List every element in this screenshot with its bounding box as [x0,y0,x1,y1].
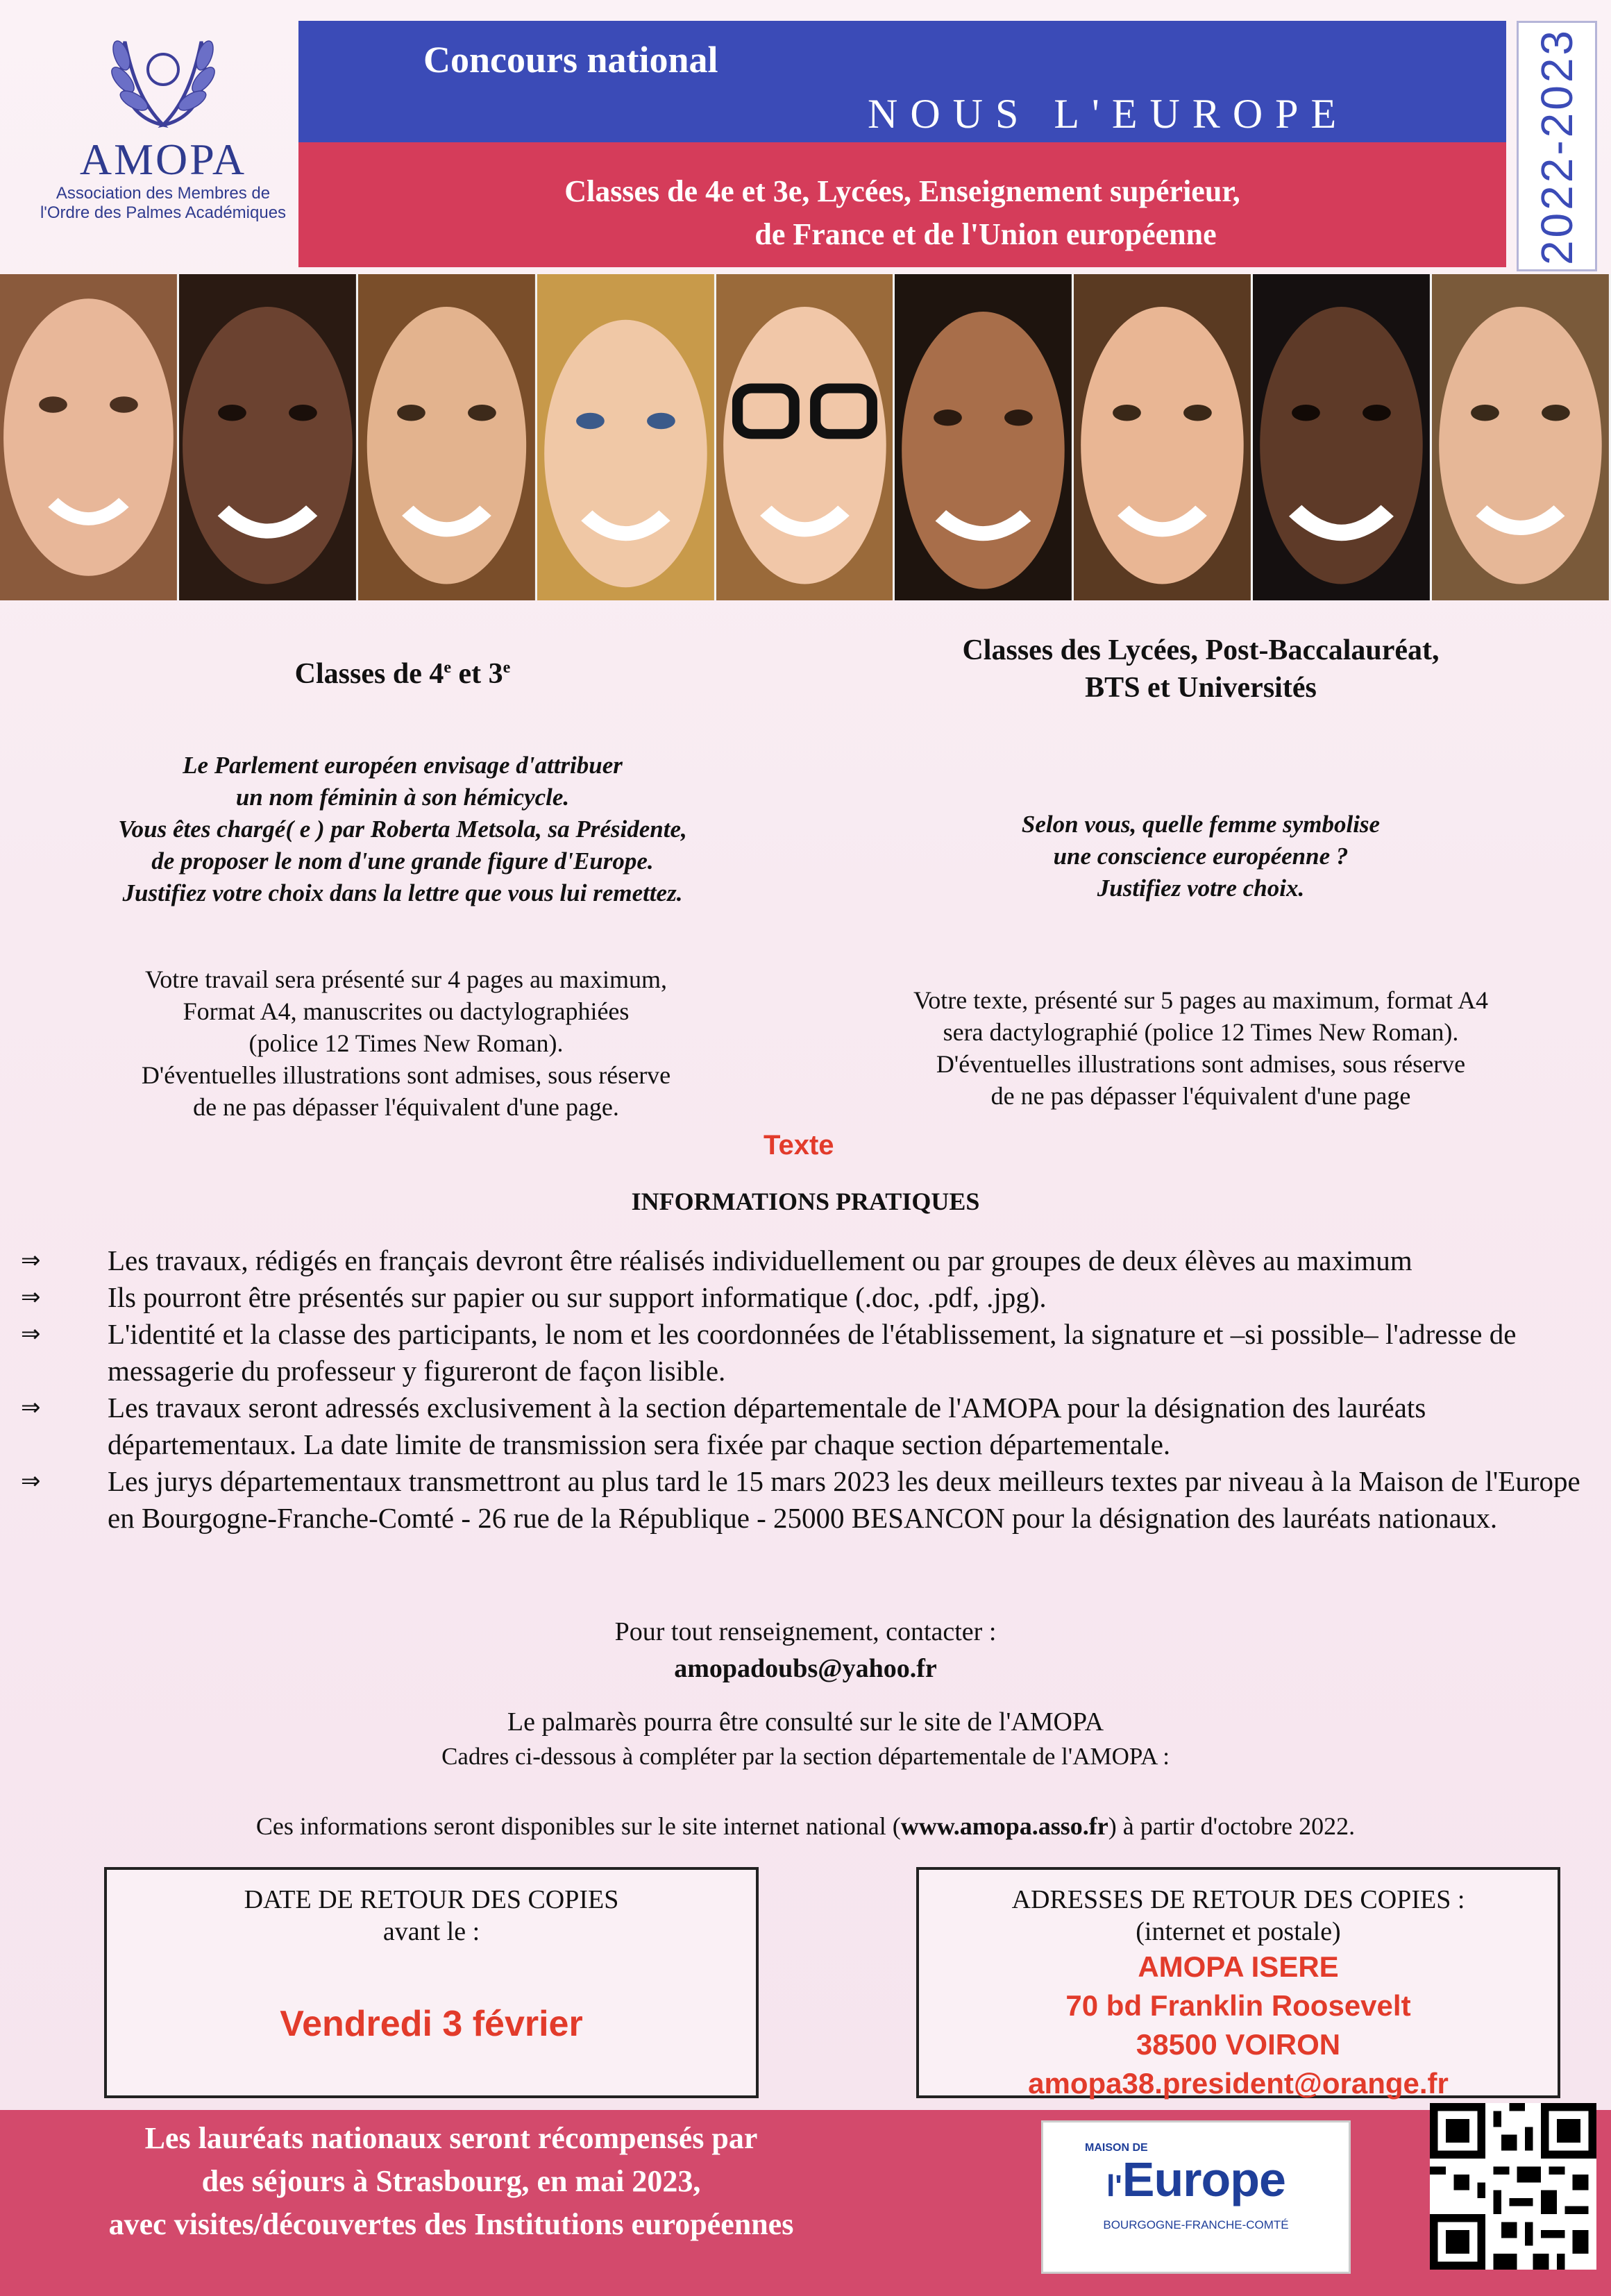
classes-subtitle-line-2: de France et de l'Union européenne [754,217,1217,251]
list-item-text: Les travaux seront adressés exclusivement à la section départementale de l'AMOPA pour la désignation des lauréats départementaux. La date limite de transmission sera fixée par chaque section départementale. [108,1392,1426,1460]
face-photo [1074,274,1253,600]
return-date-label: DATE DE RETOUR DES COPIES [244,1885,619,1914]
site-link[interactable]: www.amopa.asso.fr [900,1812,1108,1840]
list-item-text: Les travaux, rédigés en français devront être réalisés individuellement ou par groupes de deux élèves au maximum [108,1244,1412,1276]
logo-subtitle-2: l'Ordre des Palmes Académiques [40,203,287,222]
address-line: 70 bd Franklin Roosevelt [1065,1989,1411,2022]
left-heading-part-a: Classes de 4 [294,658,444,690]
mde-top-label: MAISON DE [1085,2142,1148,2154]
concours-title: Concours national [423,39,718,81]
arrow-right-double-icon: ⇒ [21,1394,41,1421]
faces-photo-strip [0,274,1611,600]
texte-label: Texte [764,1130,834,1160]
right-subject-line: Selon vous, quelle femme symbolise [1021,811,1381,838]
right-column-heading [833,632,1569,707]
face-photo [895,274,1074,600]
info-title: INFORMATIONS PRATIQUES [631,1188,980,1215]
list-item [21,1316,1589,1390]
right-subject-line: une conscience européenne ? [1053,843,1349,870]
return-date-sublabel: avant le : [382,1917,480,1946]
left-subject-line: Le Parlement européen envisage d'attribuer [183,752,623,779]
palmares-line: Le palmarès pourra être consulté sur le site de l'AMOPA [507,1707,1104,1737]
left-subject-line: de proposer le nom d'une grande figure d'Europe. [151,847,654,875]
list-item-text: L'identité et la classe des participants, le nom et les coordonnées de l'établissement, la signature et –si possible– l'adresse de messagerie du professeur y figureront de façon lisible. [108,1318,1517,1387]
site-info-text: Ces informations seront disponibles sur le site internet national ( [255,1812,901,1840]
arrow-right-double-icon: ⇒ [21,1320,41,1348]
return-address-sublabel: (internet et postale) [1136,1917,1341,1946]
contact-email[interactable]: amopadoubs@yahoo.fr [674,1654,937,1683]
face-photo [1253,274,1432,600]
cadres-line: Cadres ci-dessous à compléter par la section départementale de l'AMOPA : [441,1743,1170,1770]
left-heading-sup-1: e [444,659,452,677]
left-format-line: D'éventuelles illustrations sont admises, sous réserve [141,1061,671,1089]
face-photo [537,274,716,600]
right-subject [833,809,1569,904]
list-item [21,1390,1589,1463]
footer-line: Les lauréats nationaux seront récompensés par [144,2121,758,2155]
right-format-line: de ne pas dépasser l'équivalent d'une page [990,1082,1411,1110]
year-label: 2022-2023 [1532,27,1582,265]
right-heading-line: Classes des Lycées, Post-Baccalauréat, [962,634,1440,666]
arrow-right-double-icon: ⇒ [21,1247,41,1274]
footer-text [104,2117,798,2246]
right-format-line: D'éventuelles illustrations sont admises, sous réserve [936,1050,1466,1078]
mde-region: BOURGOGNE-FRANCHE-COMTÉ [1103,2218,1289,2231]
address-line: 38500 VOIRON [1136,2028,1341,2061]
return-date-value: Vendredi 3 février [280,2004,583,2044]
right-format-line: Votre texte, présenté sur 5 pages au maximum, format A4 [913,986,1489,1014]
address-email[interactable]: amopa38.president@orange.fr [1028,2067,1449,2100]
left-subject-line: Justifiez votre choix dans la lettre que vous lui remettez. [122,879,683,906]
amopa-logo [28,28,298,257]
site-info-text: ) à partir d'octobre 2022. [1108,1812,1356,1840]
right-format-line: sera dactylographié (police 12 Times New Roman). [943,1018,1459,1046]
face-photo [1432,274,1611,600]
return-address-label: ADRESSES DE RETOUR DES COPIES : [1011,1885,1465,1914]
logo-subtitle-1: Association des Membres de [56,184,271,203]
mde-wordmark [1043,2154,1349,2218]
arrow-right-double-icon: ⇒ [21,1467,41,1495]
list-item-text: Les jurys départementaux transmettront au plus tard le 15 mars 2023 les deux meilleurs textes par niveau à la Maison de l'Europe en Bourgogne-Franche-Comté - 26 rue de la République - 25000 BESANCON pour la désignation des lauréats nationaux. [108,1465,1580,1534]
list-item [21,1242,1589,1279]
logo-name: AMOPA [79,135,247,184]
list-item-text: Ils pourront être présentés sur papier ou sur support informatique (.doc, .pdf, .jpg). [108,1281,1047,1313]
qr-code-graphic [1430,2103,1596,2270]
left-column-heading [229,649,576,693]
return-date-box [104,1867,759,2098]
list-item [21,1279,1589,1316]
face-photo [716,274,895,600]
mde-name: Europe [1122,2152,1285,2206]
maison-europe-logo [1041,2120,1351,2274]
info-list [21,1242,1589,1537]
contact-line: Pour tout renseignement, contacter : [614,1617,997,1646]
return-address-box [916,1867,1560,2098]
left-format-line: Format A4, manuscrites ou dactylographiées [183,997,630,1025]
main-title: NOUS L'EUROPE [868,91,1349,137]
address-line: AMOPA ISERE [1138,1950,1339,1983]
left-heading-sup-2: e [503,659,511,677]
classes-subtitle [298,170,1506,256]
right-heading-line: BTS et Universités [1085,672,1317,704]
face-photo [179,274,358,600]
site-info-line [0,1808,1611,1844]
footer-line: avec visites/découvertes des Institutions européennes [108,2207,794,2241]
left-format-line: Votre travail sera présenté sur 4 pages au maximum, [144,965,668,993]
left-subject [28,750,777,909]
left-heading-part-b: et 3 [451,658,503,690]
left-format-line: de ne pas dépasser l'équivalent d'une page. [193,1093,619,1121]
arrow-right-double-icon: ⇒ [21,1283,41,1311]
face-photo [0,274,179,600]
list-item [21,1463,1589,1537]
footer-line: des séjours à Strasbourg, en mai 2023, [201,2164,701,2198]
right-format [819,984,1583,1112]
classes-subtitle-line-1: Classes de 4e et 3e, Lycées, Enseignement supérieur, [564,174,1240,208]
left-format-line: (police 12 Times New Roman). [248,1029,564,1057]
face-photo [358,274,537,600]
left-format [42,963,770,1123]
right-subject-line: Justifiez votre choix. [1097,875,1305,902]
year-box [1517,21,1597,271]
qr-code-icon[interactable] [1430,2103,1596,2270]
left-subject-line: un nom féminin à son hémicycle. [235,784,570,811]
left-subject-line: Vous êtes chargé( e ) par Roberta Metsola, sa Présidente, [118,816,687,843]
laurel-wreath-icon [101,28,226,132]
mde-prefix: l' [1106,2169,1122,2203]
